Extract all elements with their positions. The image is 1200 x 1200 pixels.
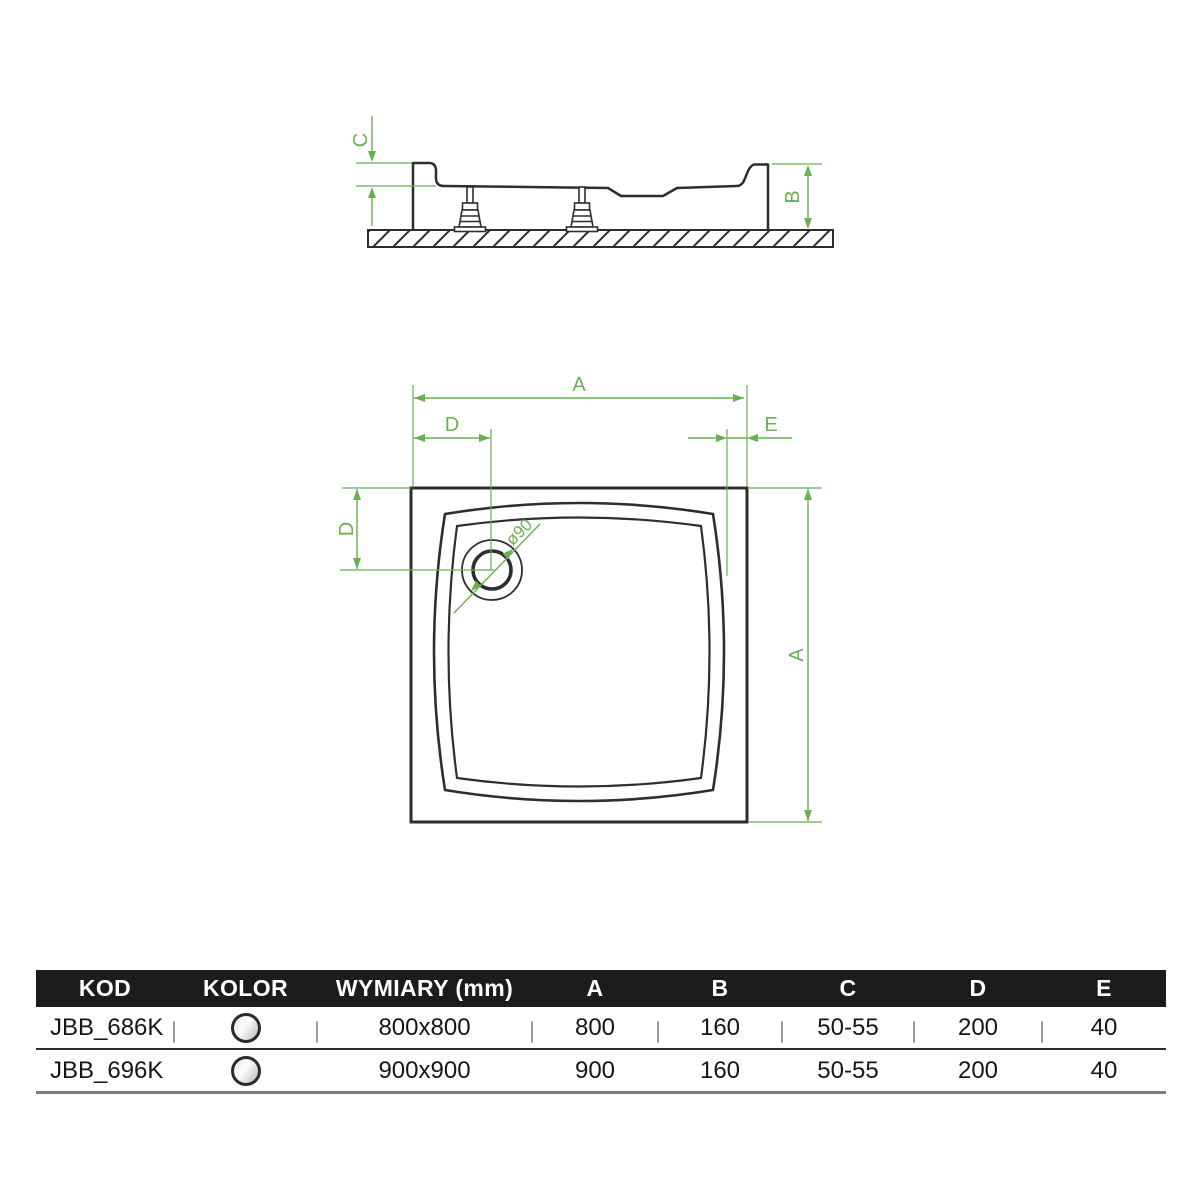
tray-outer-edge [411,488,747,822]
table-header-c: C [839,975,857,1001]
cell-b: 160 [699,1056,741,1084]
side-view-drawing [350,116,833,247]
table-header-kod: KOD [78,975,132,1001]
table-header-e: E [1096,975,1112,1001]
table-header-d: D [969,975,987,1001]
column-divider [316,1022,318,1043]
cell-e: 40 [1090,1056,1118,1084]
cell-kolor [174,1056,317,1086]
dim-label-a-top: A [572,374,586,396]
cell-d: 200 [957,1013,999,1041]
table-header-kolor: KOLOR [202,975,289,1001]
column-divider [173,1022,175,1043]
dim-label-a-right: A [786,648,808,662]
cell-a: 900 [574,1056,616,1084]
spec-table [36,970,1166,1094]
table-header-wymiary: WYMIARY (mm) [335,975,514,1001]
table-header-row [36,970,1166,1007]
cell-d: 200 [957,1056,999,1084]
column-divider [781,1022,783,1043]
table-header-b: B [711,975,729,1001]
plan-view-drawing [336,374,822,822]
column-divider [657,1022,659,1043]
dimension-c-arrows [368,151,376,198]
cell-kod: JBB_686K [50,1013,164,1041]
dim-label-d-left: D [336,521,358,537]
cell-a: 800 [574,1013,616,1041]
dim-label-e: E [764,414,778,436]
white-color-swatch-icon [231,1056,261,1086]
cell-kod: JBB_696K [50,1056,164,1084]
dim-label-d-top: D [444,414,460,436]
dim-label-drain-diameter: ø90 [502,515,537,550]
cell-wymiary: 900x900 [378,1056,471,1084]
table-row [36,1050,1166,1094]
column-divider [913,1022,915,1043]
table-row [36,1007,1166,1050]
floor-hatching [368,230,833,247]
cell-kolor [174,1013,317,1043]
dim-label-b: B [782,190,804,204]
dim-label-c: C [350,132,372,148]
column-divider [1041,1022,1043,1043]
cell-c: 50-55 [817,1056,879,1084]
table-header-a: A [586,975,604,1001]
dimension-c [356,116,436,226]
cell-wymiary: 800x800 [378,1013,471,1041]
white-color-swatch-icon [231,1013,261,1043]
cell-b: 160 [699,1013,741,1041]
tray-foot-right [567,187,598,232]
column-divider [531,1022,533,1043]
tray-foot-left [455,187,486,232]
cell-c: 50-55 [817,1013,879,1041]
cell-e: 40 [1090,1013,1118,1041]
